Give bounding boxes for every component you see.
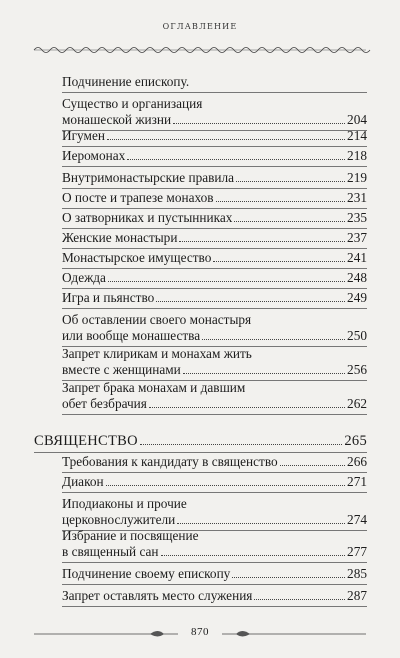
toc-entry[interactable] (62, 346, 367, 378)
row-separator (62, 308, 367, 309)
toc-entry-title: Внутримонастырские правила (62, 170, 235, 185)
toc-entry-line (62, 328, 367, 344)
row-separator (62, 166, 367, 167)
toc-entry-title: Одежда (62, 270, 106, 285)
row-separator (62, 492, 367, 493)
toc-entry-title: Игумен (62, 128, 105, 143)
dot-leader (127, 159, 345, 160)
dot-leader (234, 221, 345, 222)
toc-entry-line (62, 528, 367, 544)
dot-leader (149, 407, 345, 408)
row-separator (62, 472, 367, 473)
toc-entry-line (62, 346, 367, 362)
toc-entry-title: Игра и пьянство (62, 290, 155, 305)
toc-entry-line (62, 250, 367, 266)
toc-entry[interactable] (62, 566, 367, 582)
toc-entry[interactable] (62, 496, 367, 528)
toc-entry[interactable] (62, 210, 367, 226)
toc-entry-line (62, 170, 367, 186)
header-ornament (0, 44, 400, 56)
toc-entry-page-number: 271 (347, 474, 367, 489)
dot-leader (173, 123, 345, 124)
toc-entry-line (62, 230, 367, 246)
toc-entry-title: О посте и трапезе монахов (62, 190, 214, 205)
toc-entry-line (62, 96, 367, 112)
toc-entry-page-number: 256 (347, 362, 367, 377)
toc-entry[interactable] (62, 380, 367, 412)
toc-entry[interactable] (62, 96, 367, 128)
row-separator (62, 228, 367, 229)
toc-entry-line (62, 380, 367, 396)
row-separator (34, 452, 367, 453)
toc-entry-line (62, 148, 367, 164)
toc-entry-title: или вообще монашества (62, 328, 201, 343)
dot-leader (232, 577, 345, 578)
toc-entry-title: вместе с женщинами (62, 362, 181, 377)
toc-entry-page-number: 231 (347, 190, 367, 205)
toc-entry-line (62, 290, 367, 306)
toc-entry-title: монашеской жизни (62, 112, 172, 127)
toc-entry-line (62, 74, 367, 90)
toc-entry-page-number: 249 (347, 290, 367, 305)
toc-entry-line (62, 128, 367, 144)
toc-entry-line (62, 190, 367, 206)
toc-entry[interactable] (62, 170, 367, 186)
toc-entry[interactable] (62, 190, 367, 206)
toc-entry[interactable] (62, 474, 367, 490)
toc-entry[interactable] (62, 270, 367, 286)
toc-entry-page-number: 219 (347, 170, 367, 185)
section-heading-row[interactable] (34, 432, 367, 450)
dot-leader (216, 201, 345, 202)
toc-entry-line (62, 396, 367, 412)
toc-entry-page-number: 262 (347, 396, 367, 411)
toc-entry-line (62, 362, 367, 378)
toc-entry-title: Подчинение епископу. (62, 74, 190, 89)
toc-entry-page-number: 218 (347, 148, 367, 163)
toc-entry-title: Диакон (62, 474, 104, 489)
row-separator (62, 606, 367, 607)
row-separator (62, 414, 367, 415)
toc-entry-title: Об оставлении своего монастыря (62, 312, 252, 327)
toc-entry-title: Подчинение своему епископу (62, 566, 231, 581)
dot-leader (108, 281, 345, 282)
toc-entry-title: Запрет оставлять место служения (62, 588, 253, 603)
section-page-number: 265 (344, 433, 367, 449)
toc-entry-title: церковнослужители (62, 512, 176, 527)
row-separator (62, 268, 367, 269)
toc-entry-line (62, 210, 367, 226)
toc-entry-page-number: 214 (347, 128, 367, 143)
toc-entry[interactable] (62, 588, 367, 604)
toc-entry-page-number: 287 (347, 588, 367, 603)
toc-entry[interactable] (62, 290, 367, 306)
toc-entry-page-number: 237 (347, 230, 367, 245)
toc-entry[interactable] (62, 230, 367, 246)
toc-entry-line (62, 512, 367, 528)
row-separator (62, 92, 367, 93)
toc-entry-page-number: 248 (347, 270, 367, 285)
toc-entry-title: Существо и организация (62, 96, 203, 111)
section-title: СВЯЩЕНСТВО (34, 433, 138, 449)
toc-entry-title: Монастырское имущество (62, 250, 212, 265)
row-separator (62, 288, 367, 289)
toc-entry[interactable] (62, 128, 367, 144)
toc-entry-page-number: 274 (347, 512, 367, 527)
dot-leader (179, 241, 345, 242)
toc-entry-line (62, 496, 367, 512)
toc-entry-page-number: 204 (347, 112, 367, 127)
toc-entry[interactable] (62, 454, 367, 470)
toc-entry-line (62, 588, 367, 604)
row-separator (62, 248, 367, 249)
toc-entry-title: Женские монастыри (62, 230, 178, 245)
running-header: ОГЛАВЛЕНИЕ (162, 22, 238, 31)
toc-entry-page-number: 285 (347, 566, 367, 581)
toc-entry-page-number: 235 (347, 210, 367, 225)
dot-leader (106, 485, 345, 486)
row-separator (62, 188, 367, 189)
toc-entry-page-number: 277 (347, 544, 367, 559)
toc-entry[interactable] (62, 250, 367, 266)
toc-entry-title: в священный сан (62, 544, 159, 559)
toc-entry-line (62, 474, 367, 490)
dot-leader (156, 301, 345, 302)
toc-entry-line (62, 312, 367, 328)
toc-entry-page-number: 266 (347, 454, 367, 469)
dot-leader (280, 465, 345, 466)
toc-entry-line (62, 544, 367, 560)
dot-leader (254, 599, 345, 600)
toc-entry-title: Избрание и посвящение (62, 528, 199, 543)
dot-leader (236, 181, 345, 182)
toc-entry-title: Требования к кандидату в священство (62, 454, 278, 469)
dot-leader (107, 139, 345, 140)
toc-entry[interactable] (62, 312, 367, 344)
dot-leader (202, 339, 345, 340)
toc-entry[interactable] (62, 148, 367, 164)
toc-entry[interactable] (62, 74, 367, 90)
row-separator (62, 584, 367, 585)
dot-leader (177, 523, 345, 524)
toc-entry-title: О затворниках и пустынниках (62, 210, 233, 225)
row-separator (62, 146, 367, 147)
dot-leader (161, 555, 345, 556)
dot-leader (213, 261, 345, 262)
page-footer (0, 624, 400, 644)
toc-entry-line (62, 454, 367, 470)
toc-entry-title: Запрет брака монахам и давшим (62, 380, 246, 395)
toc-entry-line (62, 566, 367, 582)
dot-leader (183, 373, 345, 374)
toc-entry-line (62, 270, 367, 286)
toc-entry-title: обет безбрачия (62, 396, 147, 411)
row-separator (62, 562, 367, 563)
toc-entry-title: Запрет клирикам и монахам жить (62, 346, 252, 361)
toc-entry-line (62, 112, 367, 128)
page-number: 870 (191, 626, 209, 638)
toc-entry-title: Иподиаконы и прочие (62, 496, 187, 511)
toc-entry-page-number: 241 (347, 250, 367, 265)
toc-entry[interactable] (62, 528, 367, 560)
toc-entry-title: Иеромонах (62, 148, 126, 163)
toc-entry-page-number: 250 (347, 328, 367, 343)
dot-leader (140, 444, 342, 445)
row-separator (62, 208, 367, 209)
